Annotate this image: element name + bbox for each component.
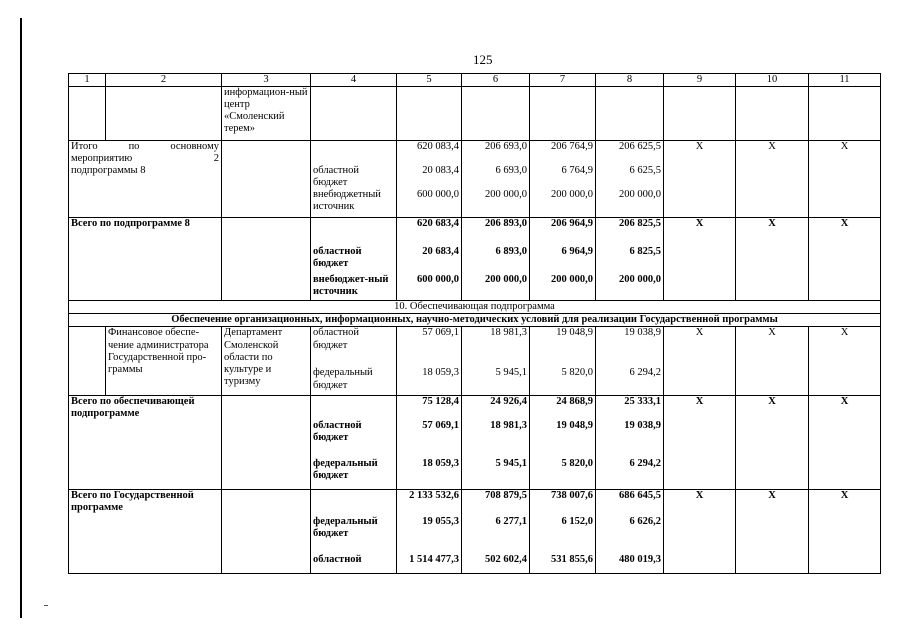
left-margin-rule [20, 18, 22, 618]
source-cell: областной бюджет федеральный бюджет [311, 327, 397, 395]
value-cell: 206 693,0 6 693,0 200 000,0 [462, 141, 530, 218]
x-mark: X [809, 395, 881, 489]
page-number: 125 [473, 52, 493, 67]
x-mark: X [664, 218, 736, 301]
source-cell: областной бюджет федеральный бюджет [311, 395, 397, 489]
x-mark: X [809, 489, 881, 573]
margin-mark [44, 605, 48, 606]
x-mark: X [736, 141, 809, 218]
header-cell: 4 [311, 74, 397, 87]
x-mark: X [736, 218, 809, 301]
x-mark: X [736, 395, 809, 489]
table-row-financing [69, 327, 881, 395]
x-mark: X [809, 218, 881, 301]
x-mark: X [664, 327, 736, 395]
table-row-total-support-subprogram [69, 395, 881, 489]
source-cell: областной бюджет внебюджет-ный источник [311, 218, 397, 301]
value-cell: 738 007,6 6 152,0 531 855,6 [530, 489, 596, 573]
header-cell: 8 [596, 74, 664, 87]
value-cell: 18 981,3 5 945,1 [462, 327, 530, 395]
section-title: 10. Обеспечивающая подпрограмма [69, 301, 881, 314]
section-subtitle: Обеспечение организационных, информационных, научно-методических условий для реализации Государственной программы [69, 314, 881, 327]
x-mark: X [736, 327, 809, 395]
table-row-itogo [69, 141, 881, 218]
header-cell: 7 [530, 74, 596, 87]
source-cell: областной бюджет внебюджетный источник [311, 141, 397, 218]
value-cell: 206 764,9 6 764,9 200 000,0 [530, 141, 596, 218]
value-cell: 19 048,9 5 820,0 [530, 327, 596, 395]
value-cell: 24 926,4 18 981,3 5 945,1 [462, 395, 530, 489]
header-cell: 10 [736, 74, 809, 87]
value-cell: 24 868,9 19 048,9 5 820,0 [530, 395, 596, 489]
value-cell: 206 625,5 6 625,5 200 000,0 [596, 141, 664, 218]
header-cell: 3 [222, 74, 311, 87]
row-label: Всего по обеспечивающей подпрограмме [69, 395, 222, 489]
x-mark: X [809, 327, 881, 395]
row-label: Всего по Государственной программе [69, 489, 222, 573]
value-cell: 620 083,4 20 083,4 600 000,0 [397, 141, 462, 218]
budget-table [68, 73, 881, 574]
value-cell: 2 133 532,6 19 055,3 1 514 477,3 [397, 489, 462, 573]
x-mark: X [809, 141, 881, 218]
x-mark: X [736, 489, 809, 573]
value-cell: 206 825,5 6 825,5 200 000,0 [596, 218, 664, 301]
value-cell: 206 893,0 6 893,0 200 000,0 [462, 218, 530, 301]
executor-cell: информацион-ный центр «Смоленский терем» [222, 87, 311, 141]
row-label: Всего по подпрограмме 8 [69, 218, 222, 301]
header-cell: 9 [664, 74, 736, 87]
value-cell: 75 128,4 57 069,1 18 059,3 [397, 395, 462, 489]
x-mark: X [664, 141, 736, 218]
row-label: Итого по основному мероприятию 2 подпрограммы 8 [69, 141, 222, 218]
x-mark: X [664, 395, 736, 489]
header-cell: 2 [106, 74, 222, 87]
section-heading-row [69, 301, 881, 314]
header-cell: 11 [809, 74, 881, 87]
value-cell: 206 964,9 6 964,9 200 000,0 [530, 218, 596, 301]
table-row-total-subprogram-8 [69, 218, 881, 301]
value-cell: 620 683,4 20 683,4 600 000,0 [397, 218, 462, 301]
table-row-total-state-program [69, 489, 881, 573]
value-cell: 686 645,5 6 626,2 480 019,3 [596, 489, 664, 573]
value-cell: 57 069,1 18 059,3 [397, 327, 462, 395]
executor-cell: Департамент Смоленской области по культуре и туризму [222, 327, 311, 395]
header-cell: 5 [397, 74, 462, 87]
table-row [69, 87, 881, 141]
x-mark: X [664, 489, 736, 573]
activity-cell: Финансовое обеспе-чение администратора Государственной про-граммы [106, 327, 222, 395]
source-cell: федеральный бюджет областной [311, 489, 397, 573]
value-cell: 19 038,9 6 294,2 [596, 327, 664, 395]
section-subheading-row [69, 314, 881, 327]
header-cell: 1 [69, 74, 106, 87]
value-cell: 25 333,1 19 038,9 6 294,2 [596, 395, 664, 489]
header-cell: 6 [462, 74, 530, 87]
value-cell: 708 879,5 6 277,1 502 602,4 [462, 489, 530, 573]
table-header-row [69, 74, 881, 87]
